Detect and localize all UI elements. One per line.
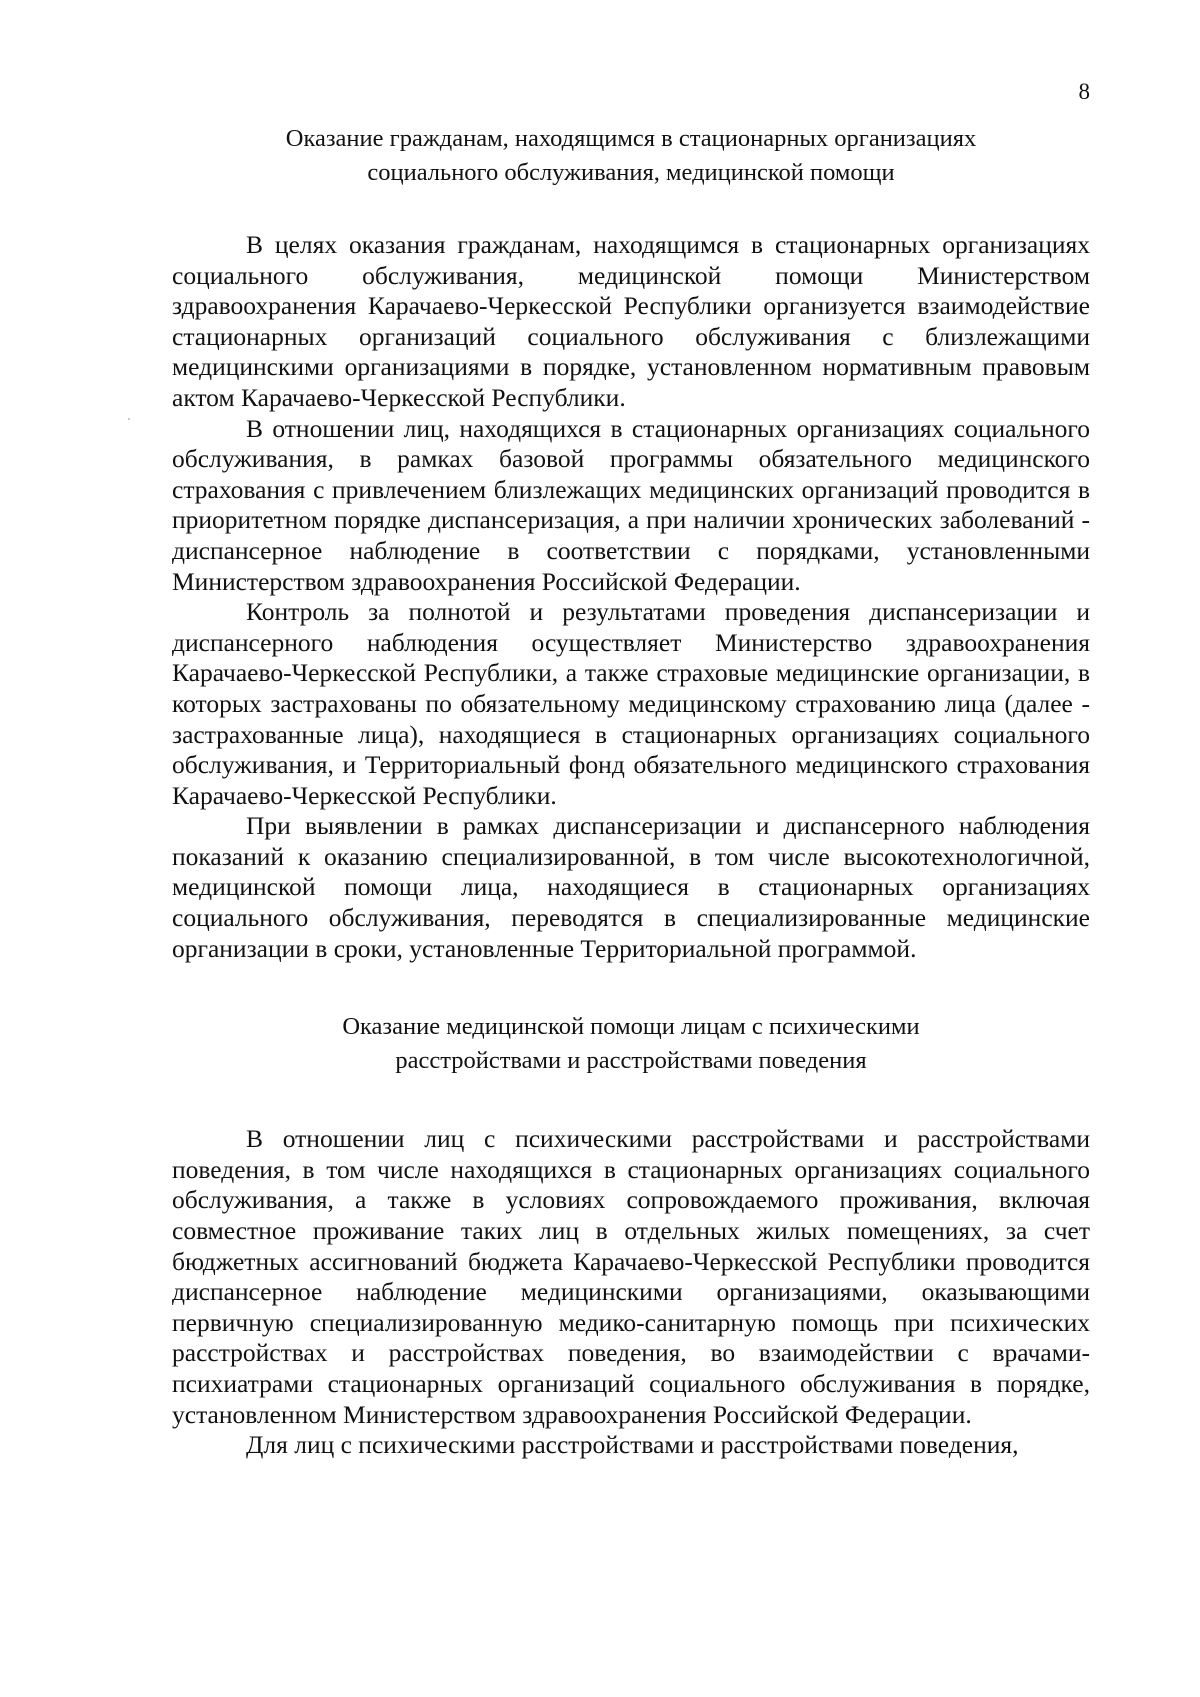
scan-speck bbox=[128, 418, 130, 420]
section-body bbox=[172, 1124, 1090, 1461]
section-title-line: расстройствами и расстройствами поведения bbox=[395, 1047, 867, 1075]
page-number: 8 bbox=[1078, 79, 1090, 104]
paragraph: Для лиц с психическими расстройствами и расстройствами поведения, bbox=[246, 1430, 1019, 1460]
section-title-line: Оказание медицинской помощи лицам с психическими bbox=[342, 1013, 920, 1041]
paragraph: Контроль за полнотой и результатами проведения диспансеризации и диспансерного наблюдения осуществляет Министерство здравоохранения Карачаево-Черкесской Республики, а также страховые медицинские организации, в которых застрахованы по обязательному медицинскому страхованию лица (далее - застрахованные лица), находящиеся в стационарных организациях социального обслуживания, и Территориальный фонд обязательного медицинского страхования Карачаево-Черкесской Республики. bbox=[172, 597, 1090, 810]
section-body bbox=[172, 230, 1090, 964]
section-mental-disorders-medical-help bbox=[172, 1010, 1090, 1461]
section-title-line: социального обслуживания, медицинской помощи bbox=[367, 159, 895, 186]
paragraph: При выявлении в рамках диспансеризации и диспансерного наблюдения показаний к оказанию специализированной, в том числе высокотехнологичной, медицинской помощи лица, находящиеся в стационарных организациях социального обслуживания, переводятся в специализированные медицинские организации в сроки, установленные Территориальной программой. bbox=[172, 811, 1090, 963]
section-title-line: Оказание гражданам, находящимся в стационарных организациях bbox=[285, 125, 977, 152]
section-social-care-medical-help bbox=[172, 122, 1090, 964]
paragraph: В отношении лиц, находящихся в стационарных организациях социального обслуживания, в рамках базовой программы обязательного медицинского страхования с привлечением близлежащих медицинских организаций проводится в приоритетном порядке диспансеризация, а при наличии хронических заболеваний - диспансерное наблюдение в соответствии с порядками, установленными Министерством здравоохранения Российской Федерации. bbox=[172, 413, 1090, 596]
page-content bbox=[172, 122, 1090, 1461]
section-title bbox=[160, 122, 1102, 190]
paragraph: В отношении лиц с психическими расстройствами и расстройствами поведения, в том числе находящихся в стационарных организациях социального обслуживания, а также в условиях сопровождаемого проживания, включая совместное проживание таких лиц в отдельных жилых помещениях, за счет бюджетных ассигнований бюджета Карачаево-Черкесской Республики проводится диспансерное наблюдение медицинскими организациями, оказывающими первичную специализированную медико-санитарную помощь при психических расстройствах и расстройствах поведения, во взаимодействии с врачами-психиатрами стационарных организаций социального обслуживания в порядке, установленном Министерством здравоохранения Российской Федерации. bbox=[172, 1124, 1090, 1429]
section-title bbox=[172, 1010, 1090, 1078]
paragraph: В целях оказания гражданам, находящимся в стационарных организациях социального обслуживания, медицинской помощи Министерством здравоохранения Карачаево-Черкесской Республики организуется взаимодействие стационарных организаций социального обслуживания с близлежащими медицинскими организациями в порядке, установленном нормативным правовым актом Карачаево-Черкесской Республики. bbox=[172, 230, 1090, 412]
